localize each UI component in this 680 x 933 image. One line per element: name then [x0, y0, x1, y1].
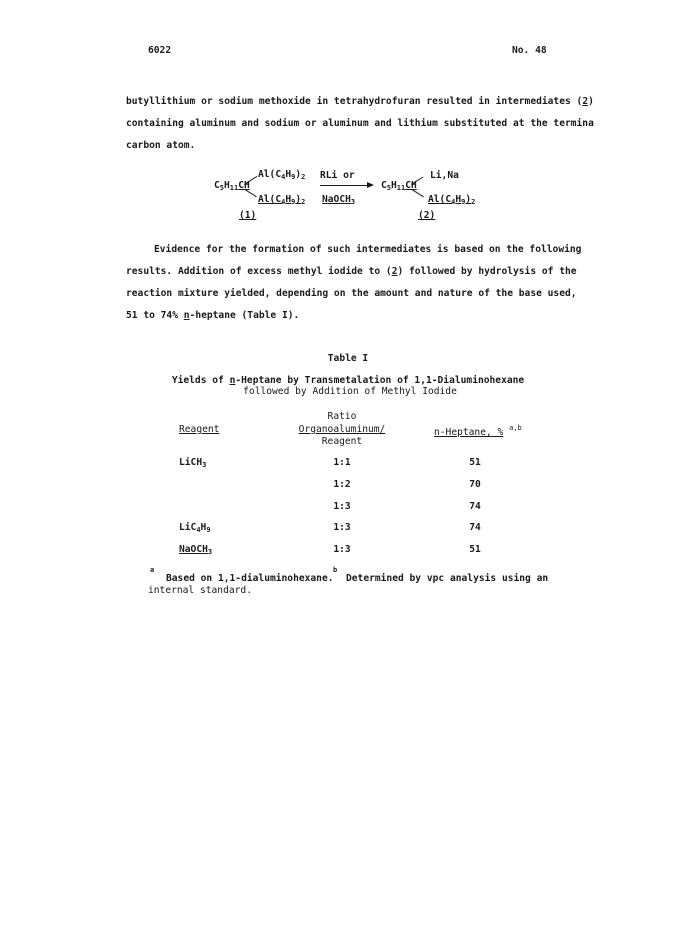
left-top-substituent: $Al(C_4H_9)_2$: [258, 169, 306, 181]
table-row-1-yield: 51: [469, 457, 481, 468]
header-text: -Heptane, %: [439, 427, 504, 438]
header-text: Reagent: [179, 424, 220, 435]
footnote-b-text: Determined by vpc analysis using an: [346, 573, 549, 584]
table-caption: Table I: [327, 353, 369, 364]
italic-n: n: [183, 310, 190, 321]
table-row-4-reagent: $LiC_4H_9$: [179, 522, 211, 534]
issue-number: No. 48: [512, 45, 547, 56]
text-run: -heptane (Table I).: [189, 310, 300, 321]
right-bottom-bond: [411, 189, 423, 197]
header-ratio-line-1: Ratio: [327, 411, 357, 422]
page-number: 6022: [148, 45, 172, 56]
footnote-b-mark: b: [333, 566, 338, 574]
right-core: $C_5H_{11}CH$: [381, 180, 417, 192]
paragraph-1-line-3: carbon atom.: [126, 140, 196, 151]
left-core: $C_5H_{11}CH$: [214, 180, 250, 192]
table-row-4-ratio: 1:3: [333, 522, 351, 533]
right-top-substituent: Li,Na: [430, 170, 459, 181]
table-row-1-ratio: 1:1: [333, 457, 351, 468]
table-row-4-yield: 74: [469, 522, 481, 533]
table-row-3-yield: 74: [469, 501, 481, 512]
paragraph-2-line-1: Evidence for the formation of such intermediates is based on the following: [154, 244, 582, 255]
table-row-5-reagent: NaOCH$_3$: [179, 544, 213, 556]
footnote-a-text: Based on 1,1-dialuminohexane.: [166, 573, 334, 584]
footnote-a-mark: a: [150, 566, 155, 574]
compound-label-2: (2): [418, 210, 436, 221]
paragraph-1-line-2: containing aluminum and sodium or aluminum and lithium substituted at the termina: [126, 118, 594, 129]
paragraph-2-line-4: [126, 305, 558, 327]
table-title: [172, 375, 524, 386]
left-bottom-substituent: $Al(C_4H_9)_2$: [258, 194, 306, 206]
header-reagent: [179, 424, 219, 435]
footnote-line-2: internal standard.: [148, 585, 252, 596]
table-row-5-yield: 51: [469, 544, 481, 555]
table-row-2-ratio: 1:2: [333, 479, 351, 490]
table-row-2-yield: 70: [469, 479, 481, 490]
text-run: Yields of: [171, 375, 230, 386]
text-run: -Heptane by Transmetalation of 1,1-Dialuminohexane: [235, 375, 525, 386]
header-text: Organoaluminum/: [298, 424, 386, 435]
table-row-3-ratio: 1:3: [333, 501, 351, 512]
paragraph-2-line-2: [126, 261, 577, 283]
paragraph-1: [126, 91, 594, 157]
header-heptane: [434, 424, 522, 438]
paragraph-2: [126, 239, 582, 327]
reagent-top: RLi or: [320, 170, 355, 181]
header-ratio-line-3: Reagent: [321, 436, 363, 447]
italic-n: n: [229, 375, 236, 386]
text-run: ): [588, 96, 594, 107]
table-row-5-ratio: 1:3: [333, 544, 351, 555]
right-bottom-substituent: $Al(C_4H_9)_2$: [428, 194, 476, 206]
text-run: butyllithium or sodium methoxide in tetrahydrofuran resulted in intermediates (: [126, 96, 583, 107]
text-run: results. Addition of excess methyl iodide to (: [126, 266, 392, 277]
reagent-bottom: NaOCH$_3$: [322, 194, 356, 206]
table-title-line-2: followed by Addition of Methyl Iodide: [243, 386, 457, 397]
compound-label-1: (1): [239, 210, 257, 221]
compound-ref: 2: [391, 266, 398, 277]
text-run: 51 to 74%: [126, 310, 184, 321]
compound-ref: 2: [582, 96, 589, 107]
left-bottom-bond: [244, 189, 256, 197]
text-run: ) followed by hydrolysis of the: [397, 266, 577, 277]
header-ratio-line-2: [299, 424, 386, 435]
paragraph-2-line-3: reaction mixture yielded, depending on the amount and nature of the base used,: [126, 288, 577, 299]
paragraph-1-line-1: [126, 91, 594, 113]
footnote-markers: a,b: [509, 424, 522, 432]
table-row-1-reagent: LiCH$_3$: [179, 457, 207, 469]
reaction-arrow: [320, 185, 372, 186]
italic-n: n: [434, 427, 440, 438]
